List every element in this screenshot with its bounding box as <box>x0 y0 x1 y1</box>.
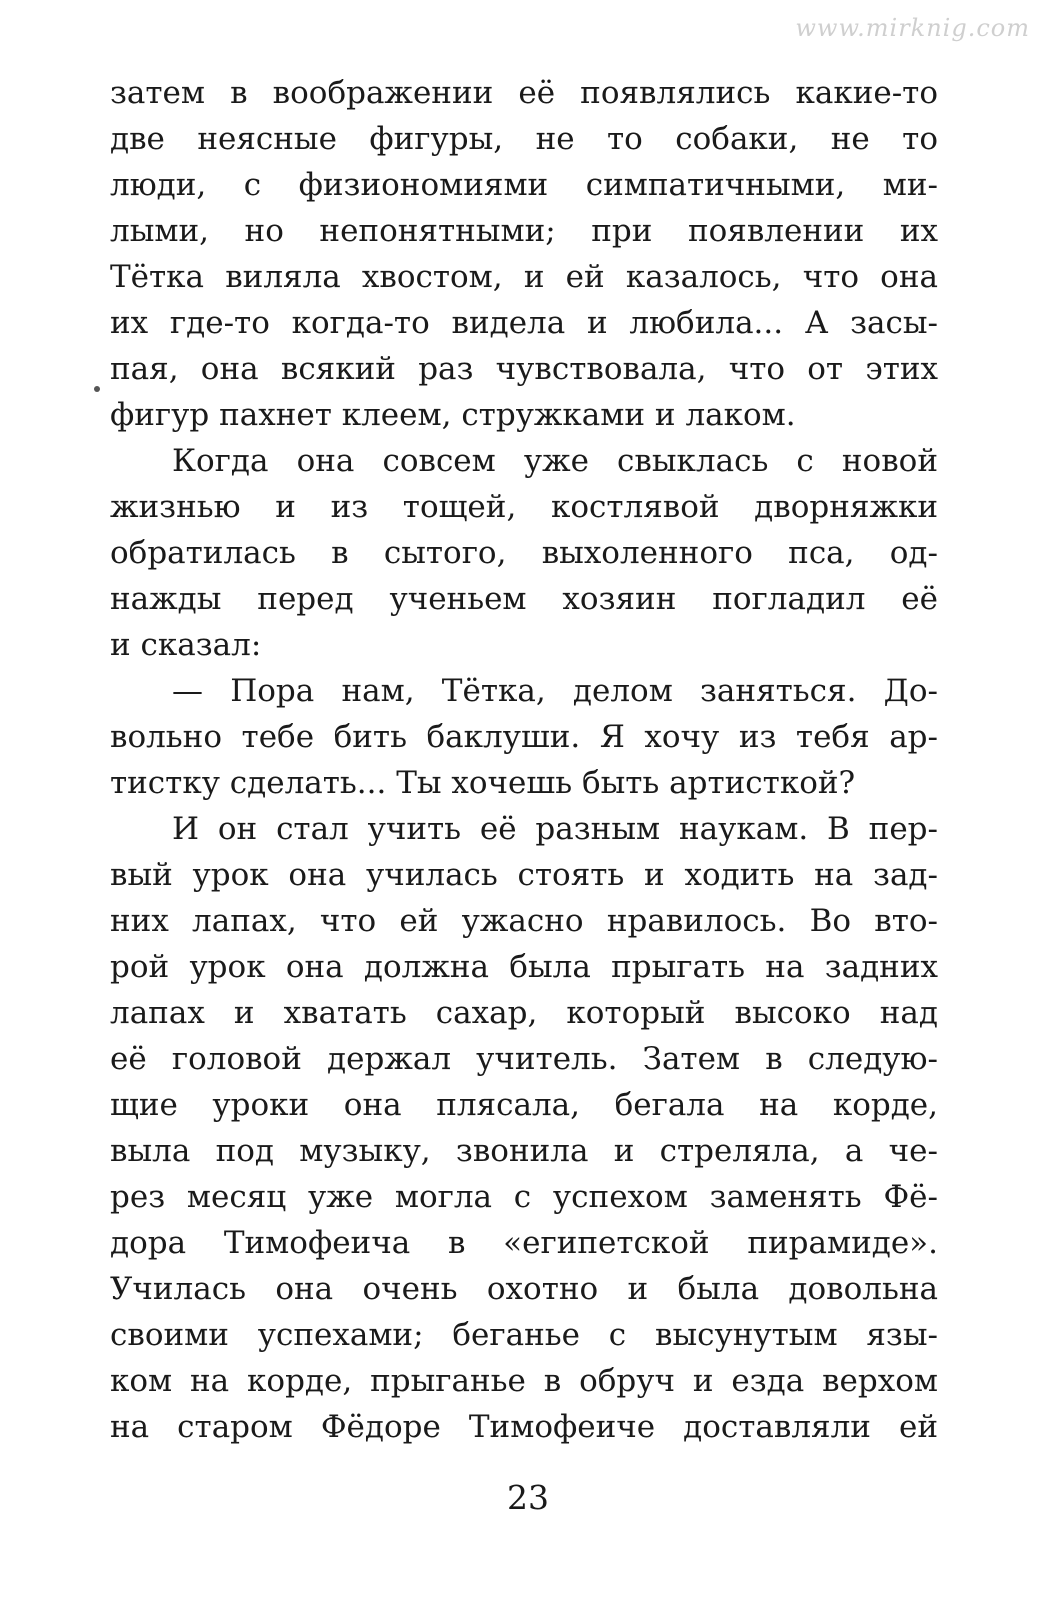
text-line: нажды перед ученьем хозяин погладил её <box>110 581 938 617</box>
text-line: две неясные фигуры, не то собаки, не то <box>110 121 938 157</box>
margin-dot-mark <box>94 386 100 392</box>
text-line: люди, с физиономиями симпатичными, ми- <box>110 167 938 203</box>
text-line: пая, она всякий раз чувствовала, что от этих <box>110 351 938 387</box>
site-watermark: www.mirknig.com <box>795 14 1030 42</box>
text-line: своими успехами; беганье с высунутым язы- <box>110 1317 938 1353</box>
text-line: дора Тимофеича в «египетской пирамиде». <box>110 1225 938 1261</box>
text-line: рой урок она должна была прыгать на задних <box>110 949 938 985</box>
text-line: щие уроки она плясала, бегала на корде, <box>110 1087 938 1123</box>
text-line: вольно тебе бить баклуши. Я хочу из тебя ар- <box>110 719 938 755</box>
text-line: и сказал: <box>110 627 262 663</box>
text-line: обратилась в сытого, выхоленного пса, од- <box>110 535 938 571</box>
text-line: вый урок она училась стоять и ходить на зад- <box>110 857 938 893</box>
text-line: на старом Фёдоре Тимофеиче доставляли ей <box>110 1409 938 1445</box>
paragraph-start-line: И он стал учить её разным наукам. В пер- <box>172 811 938 847</box>
text-line: них лапах, что ей ужасно нравилось. Во вто- <box>110 903 938 939</box>
body-text <box>110 70 938 1450</box>
text-line: тистку сделать... Ты хочешь быть артисткой? <box>110 765 856 801</box>
text-line: лыми, но непонятными; при появлении их <box>110 213 938 249</box>
dialogue-line: — Пора нам, Тётка, делом заняться. До- <box>172 673 938 709</box>
text-line: фигур пахнет клеем, стружками и лаком. <box>110 397 796 433</box>
paragraph-start-line: Когда она совсем уже свыклась с новой <box>172 443 938 479</box>
text-line: их где-то когда-то видела и любила... А засы- <box>110 305 938 341</box>
text-line: затем в воображении её появлялись какие-то <box>110 75 938 111</box>
text-line: ком на корде, прыганье в обруч и езда верхом <box>110 1363 938 1399</box>
text-line: её головой держал учитель. Затем в следую- <box>110 1041 938 1077</box>
text-line: Тётка виляла хвостом, и ей казалось, что она <box>110 259 938 295</box>
text-line: Училась она очень охотно и была довольна <box>110 1271 938 1307</box>
text-line: жизнью и из тощей, костлявой дворняжки <box>110 489 938 525</box>
text-line: лапах и хватать сахар, который высоко над <box>110 995 938 1031</box>
text-line: рез месяц уже могла с успехом заменять Фё- <box>110 1179 938 1215</box>
page-number: 23 <box>507 1478 549 1517</box>
text-line: выла под музыку, звонила и стреляла, а че- <box>110 1133 938 1169</box>
